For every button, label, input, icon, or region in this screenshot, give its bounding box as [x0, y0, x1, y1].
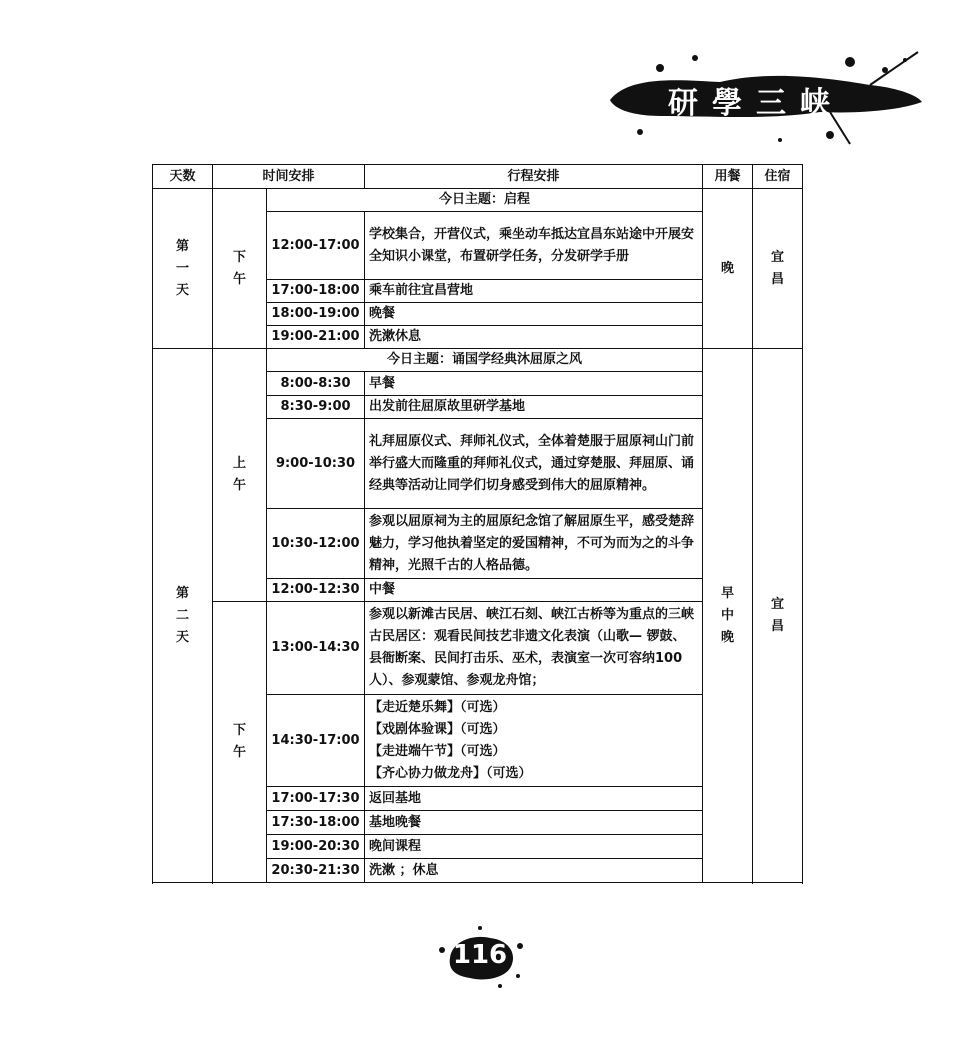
optional-course-1: 【走近楚乐舞】（可选） [369, 699, 506, 715]
activity-cell: 乘车前往宜昌营地 [365, 280, 703, 303]
day1-theme: 今日主题：启程 [267, 189, 703, 212]
time-cell: 13:00-14:30 [267, 602, 365, 695]
activity-cell: 学校集合，开营仪式，乘坐动车抵达宜昌东站途中开展安全知识小课堂，布置研学任务，分发研学手册 [365, 212, 703, 280]
activity-cell [365, 695, 703, 787]
time-cell: 19:00-20:30 [267, 835, 365, 859]
day1-period: 下 午 [213, 189, 267, 349]
header-days: 天数 [153, 165, 213, 189]
optional-course-2: 【戏剧体验课】（可选） [369, 721, 506, 737]
activity-cell: 参观以新滩古民居、峡江石刻、峡江古桥等为重点的三峡古民居区：观看民间技艺非遗文化表演（山歌— 锣鼓、县衙断案、民间打击乐、巫术，表演室一次可容纳100人）、参观蒙馆、参观龙舟馆； [365, 602, 703, 695]
time-cell: 10:30-12:00 [267, 509, 365, 579]
time-cell: 20:30-21:30 [267, 859, 365, 883]
table-row [153, 349, 803, 372]
time-cell: 8:00-8:30 [267, 372, 365, 396]
day1-stay: 宜 昌 [753, 189, 803, 349]
day2-stay: 宜 昌 [753, 349, 803, 883]
optional-course-3: 【走进端午节】（可选） [369, 743, 506, 759]
banner-title: 研學三峡 [668, 86, 844, 121]
day1-label: 第 一 天 [153, 189, 213, 349]
time-cell: 12:00-12:30 [267, 579, 365, 602]
time-cell: 8:30-9:00 [267, 396, 365, 419]
table-row [153, 189, 803, 212]
day2-theme: 今日主题：诵国学经典沐屈原之风 [267, 349, 703, 372]
day1-meal: 晚 [703, 189, 753, 349]
itinerary-table [152, 164, 803, 883]
activity-cell: 晚餐 [365, 303, 703, 326]
time-cell: 17:30-18:00 [267, 811, 365, 835]
activity-cell: 洗漱休息 [365, 326, 703, 349]
activity-cell: 返回基地 [365, 787, 703, 811]
day2-period-pm: 下 午 [213, 602, 267, 883]
time-cell: 9:00-10:30 [267, 419, 365, 509]
activity-cell: 洗漱 ；休息 [365, 859, 703, 883]
time-cell: 12:00-17:00 [267, 212, 365, 280]
header-itinerary: 行程安排 [365, 165, 703, 189]
day2-label: 第 二 天 [153, 349, 213, 883]
time-cell: 14:30-17:00 [267, 695, 365, 787]
activity-cell: 基地晚餐 [365, 811, 703, 835]
time-cell: 18:00-19:00 [267, 303, 365, 326]
time-cell: 17:00-17:30 [267, 787, 365, 811]
header-time: 时间安排 [213, 165, 365, 189]
day2-meal: 早 中 晚 [703, 349, 753, 883]
page-number: 116 [452, 940, 508, 970]
header-row [153, 165, 803, 189]
activity-cell: 晚间课程 [365, 835, 703, 859]
optional-course-4: 【齐心协力做龙舟】（可选） [369, 765, 532, 781]
activity-cell: 礼拜屈原仪式、拜师礼仪式，全体着楚服于屈原祠山门前举行盛大而隆重的拜师礼仪式，通过穿楚服、拜屈原、诵经典等活动让同学们切身感受到伟大的屈原精神。 [365, 419, 703, 509]
day2-period-am: 上 午 [213, 349, 267, 602]
time-cell: 17:00-18:00 [267, 280, 365, 303]
header-stay: 住宿 [753, 165, 803, 189]
time-cell: 19:00-21:00 [267, 326, 365, 349]
activity-cell: 早餐 [365, 372, 703, 396]
activity-cell: 参观以屈原祠为主的屈原纪念馆了解屈原生平，感受楚辞魅力，学习他执着坚定的爱国精神，不可为而为之的斗争精神，光照千古的人格品德。 [365, 509, 703, 579]
header-meal: 用餐 [703, 165, 753, 189]
activity-cell: 出发前往屈原故里研学基地 [365, 396, 703, 419]
activity-cell: 中餐 [365, 579, 703, 602]
